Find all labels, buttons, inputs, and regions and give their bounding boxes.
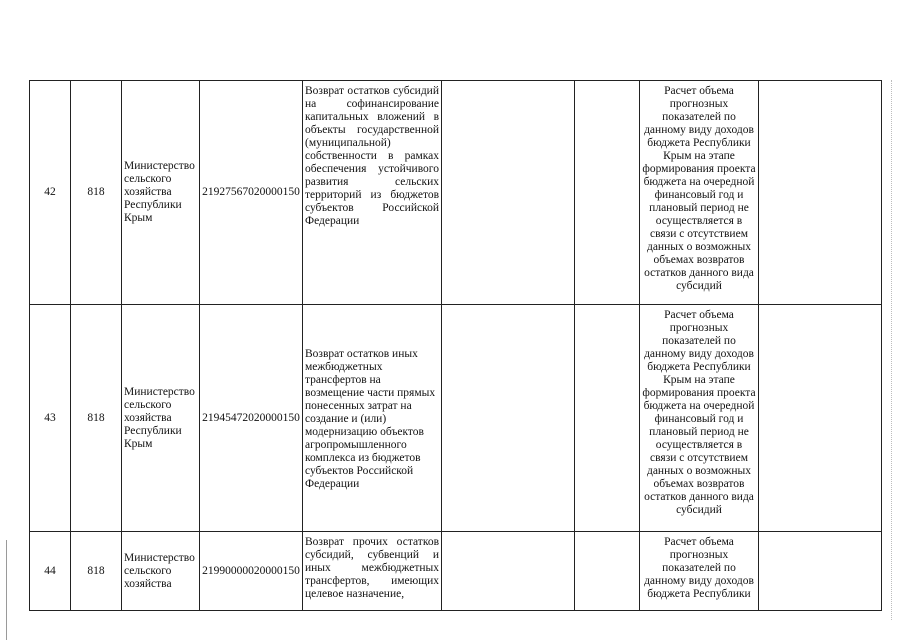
empty-cell bbox=[442, 305, 575, 532]
revenue-description: Возврат остатков субсидий на софинансирование капитальных вложений в объекты государственной (муниципальной) собственности в рамках обеспечения устойчивого развития сельских территорий из бюджетов субъектов Российской Федерации bbox=[303, 81, 442, 305]
calculation-method: Расчет объема прогнозных показателей по данному виду доходов бюджета Республики Крым на этапе формирования проекта бюджета на очередной финансовый год и плановый период не осуществляется в связи с отсутствием данных о возможных объемах возвратов остатков данного вида субсидий bbox=[640, 81, 759, 305]
revenue-description: Возврат прочих остатков субсидий, субвенций и иных межбюджетных трансфертов, имеющих целевое назначение, bbox=[303, 532, 442, 611]
row-number: 42 bbox=[30, 81, 71, 305]
budget-classification-code: 21990000020000150 bbox=[200, 532, 303, 611]
empty-cell bbox=[759, 305, 882, 532]
admin-code: 818 bbox=[71, 305, 122, 532]
admin-code: 818 bbox=[71, 532, 122, 611]
empty-cell bbox=[575, 305, 640, 532]
empty-cell bbox=[575, 532, 640, 611]
empty-cell bbox=[442, 81, 575, 305]
empty-cell bbox=[759, 532, 882, 611]
calculation-method: Расчет объема прогнозных показателей по данному виду доходов бюджета Республики Крым на этапе формирования проекта бюджета на очередной финансовый год и плановый период не осуществляется в связи с отсутствием данных о возможных объемах возвратов остатков данного вида субсидий bbox=[640, 305, 759, 532]
empty-cell bbox=[442, 532, 575, 611]
table-row bbox=[30, 305, 882, 532]
table-row bbox=[30, 532, 882, 611]
empty-cell bbox=[575, 81, 640, 305]
admin-code: 818 bbox=[71, 81, 122, 305]
budget-classification-code: 21945472020000150 bbox=[200, 305, 303, 532]
budget-classification-code: 21927567020000150 bbox=[200, 81, 303, 305]
calculation-method: Расчет объема прогнозных показателей по данному виду доходов бюджета Республики bbox=[640, 532, 759, 611]
administrator-name: Министерство сельского хозяйства Республики Крым bbox=[122, 305, 200, 532]
administrator-name: Министерство сельского хозяйства bbox=[122, 532, 200, 611]
revenue-description: Возврат остатков иных межбюджетных трансфертов на возмещение части прямых понесенных затрат на создание и (или) модернизацию объектов агропромышленного комплекса из бюджетов субъектов Российской Федерации bbox=[303, 305, 442, 532]
table-row bbox=[30, 81, 882, 305]
revenue-table bbox=[29, 80, 882, 611]
scan-edge-dots bbox=[891, 80, 893, 620]
row-number: 44 bbox=[30, 532, 71, 611]
empty-cell bbox=[759, 81, 882, 305]
row-number: 43 bbox=[30, 305, 71, 532]
administrator-name: Министерство сельского хозяйства Республики Крым bbox=[122, 81, 200, 305]
scan-edge-line bbox=[6, 540, 7, 640]
